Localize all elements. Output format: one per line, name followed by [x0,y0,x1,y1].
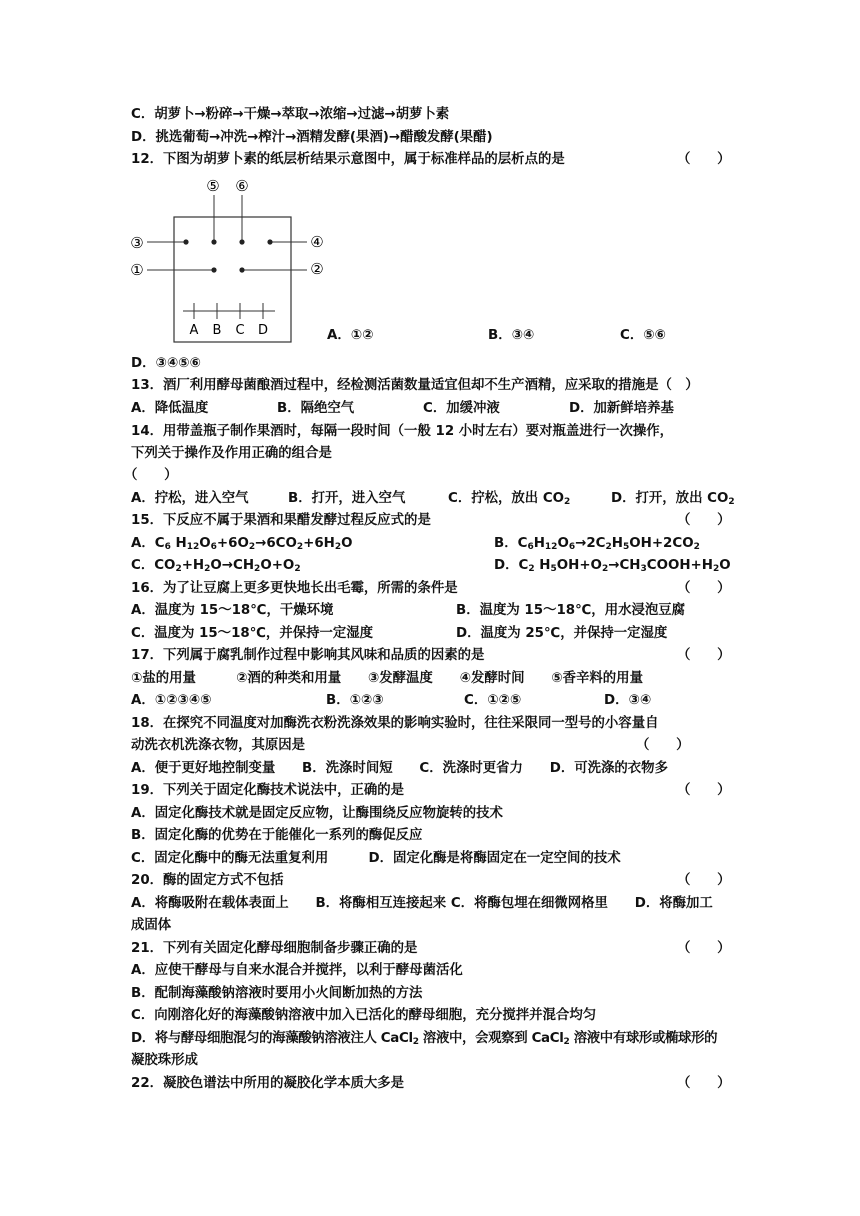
q19-option-a: A．固定化酶技术就是固定反应物，让酶围绕反应物旋转的技术 [131,806,503,821]
question-18-line1: 18．在探究不同温度对加酶洗衣粉洗涤效果的影响实验时，往往采限同一型号的小容量自 [131,716,659,731]
label-5: ⑤ [206,177,220,195]
lane-label-a: A [189,323,199,338]
label-6: ⑥ [235,177,249,195]
spot-2 [239,267,244,272]
q17-option-b: B．①②③ [326,693,384,708]
lane-label-c: C [235,323,245,338]
answer-blank-22: （ ） [677,1076,731,1091]
q16-option-c: C．温度为 15～18℃，并保持一定湿度 [131,626,374,641]
answer-blank-17: （ ） [677,648,731,663]
question-19: 19．下列关于固定化酶技术说法中，正确的是 [131,783,405,798]
q13-option-d: D．加新鲜培养基 [569,401,674,416]
question-14-line1: 14．用带盖瓶子制作果酒时，每隔一段时间（一般 12 小时左右）要对瓶盖进行一次操作， [131,424,674,439]
chromatography-figure [127,175,327,345]
q21-option-d: D．将与酵母细胞混匀的海藻酸钠溶液注人 CaCl$_2$ 溶液中，会观察到 CaCl$_2$ 溶液中有球形或椭球形的 [131,1031,718,1047]
label-1: ① [130,261,144,279]
question-13: 13．酒厂利用酵母菌酿酒过程中，经检测活菌数量适宜但却不生产酒精，应采取的措施是（ ） [131,378,699,393]
answer-blank-21: （ ） [677,941,731,956]
spot-5 [211,239,216,244]
spot-4 [267,239,272,244]
q13-option-b: B．隔绝空气 [277,401,355,416]
q19-option-b: B．固定化酶的优势在于能催化一系列的酶促反应 [131,828,423,843]
q12-option-d: D．③④⑤⑥ [131,356,201,371]
method-option-c: C．胡萝卜→粉碎→干燥→萃取→浓缩→过滤→胡萝卜素 [131,107,450,122]
question-15: 15．下反应不属于果酒和果醋发酵过程反应式的是 [131,513,431,528]
question-12: 12．下图为胡萝卜素的纸层析结果示意图中，属于标准样品的层析点的是 [131,152,565,167]
q21-option-d-cont: 凝胶珠形成 [131,1053,198,1068]
question-21: 21．下列有关固定化酵母细胞制备步骤正确的是 [131,941,418,956]
q15-option-d: D．$C_2$ $H_5OH+O_2\to CH_3COOH+H_2O$ [494,558,731,574]
answer-blank-18: （ ） [636,738,690,753]
q16-option-a: A．温度为 15～18℃，干燥环境 [131,603,334,618]
q12-option-c: C．⑤⑥ [620,328,666,343]
q17-factors: ①盐的用量 ②酒的种类和用量 ③发酵温度 ④发酵时间 ⑤香辛料的用量 [131,671,643,686]
spot-6 [239,239,244,244]
q15-option-b: B．$C_6H_{12}O_6\to 2C_2H_5OH+2CO_2$ [494,536,700,552]
q19-options-cd: C．固定化酶中的酶无法重复利用 D．固定化酶是将酶固定在一定空间的技术 [131,851,621,866]
lane-label-b: B [212,323,222,338]
q15-option-c: C．$CO_2+H_2O\to CH_2O+O_2$ [131,558,301,574]
q18-options: A．便于更好地控制变量 B．洗涤时间短 C．洗涤时更省力 D．可洗涤的衣物多 [131,761,668,776]
q21-option-a: A．应使干酵母与自来水混合并搅拌，以利于酵母菌活化 [131,963,463,978]
lane-label-d: D [257,323,269,338]
label-2: ② [310,260,324,278]
q14-option-d: D．打开，放出 $CO_2$ [611,491,735,507]
q21-option-c: C．向刚溶化好的海藻酸钠溶液中加入已活化的酵母细胞，充分搅拌并混合均匀 [131,1008,597,1023]
answer-blank-12: （ ） [677,152,731,167]
method-option-d: D．挑选葡萄→冲洗→榨汁→酒精发酵(果酒)→醋酸发酵(果醋) [131,130,493,145]
answer-blank-14: （ ） [124,468,178,483]
q13-option-a: A．降低温度 [131,401,209,416]
question-22: 22．凝胶色谱法中所用的凝胶化学本质大多是 [131,1076,405,1091]
q17-option-a: A．①②③④⑤ [131,693,212,708]
question-14-line2: 下列关于操作及作用正确的组合是 [131,446,332,461]
question-17: 17．下列属于腐乳制作过程中影响其风味和品质的因素的是 [131,648,485,663]
q17-option-d: D．③④ [604,693,652,708]
answer-blank-15: （ ） [677,513,731,528]
answer-blank-20: （ ） [677,873,731,888]
q16-option-b: B．温度为 15～18℃，用水浸泡豆腐 [456,603,686,618]
q20-options: A．将酶吸附在载体表面上 B．将酶相互连接起来 C．将酶包埋在细微网格里 D．将酶加工 [131,896,713,911]
q12-option-a: A．①② [327,328,374,343]
label-4: ④ [310,233,324,251]
q14-option-c: C．拧松，放出 $CO_2$ [448,491,571,507]
q17-option-c: C．①②⑤ [464,693,522,708]
answer-blank-19: （ ） [677,783,731,798]
q14-option-a: A．拧松，进入空气 [131,491,249,506]
q16-option-d: D．温度为 25℃，并保持一定湿度 [456,626,668,641]
q20-options-cont: 成固体 [131,918,172,933]
question-16: 16．为了让豆腐上更多更快地长出毛霉，所需的条件是 [131,581,458,596]
spot-1 [211,267,216,272]
label-3: ③ [130,234,144,252]
answer-blank-16: （ ） [677,581,731,596]
q14-option-b: B．打开，进入空气 [288,491,406,506]
spot-3 [183,239,188,244]
q13-option-c: C．加缓冲液 [423,401,500,416]
q21-option-b: B．配制海藻酸钠溶液时要用小火间断加热的方法 [131,986,423,1001]
question-20: 20．酶的固定方式不包括 [131,873,284,888]
q12-option-b: B．③④ [488,328,535,343]
question-18-line2: 动洗衣机洗涤衣物，其原因是 [131,738,306,753]
q15-option-a: A．$C_6$ $H_{12}O_6+6O_2\to 6CO_2+6H_2O$ [131,536,353,552]
